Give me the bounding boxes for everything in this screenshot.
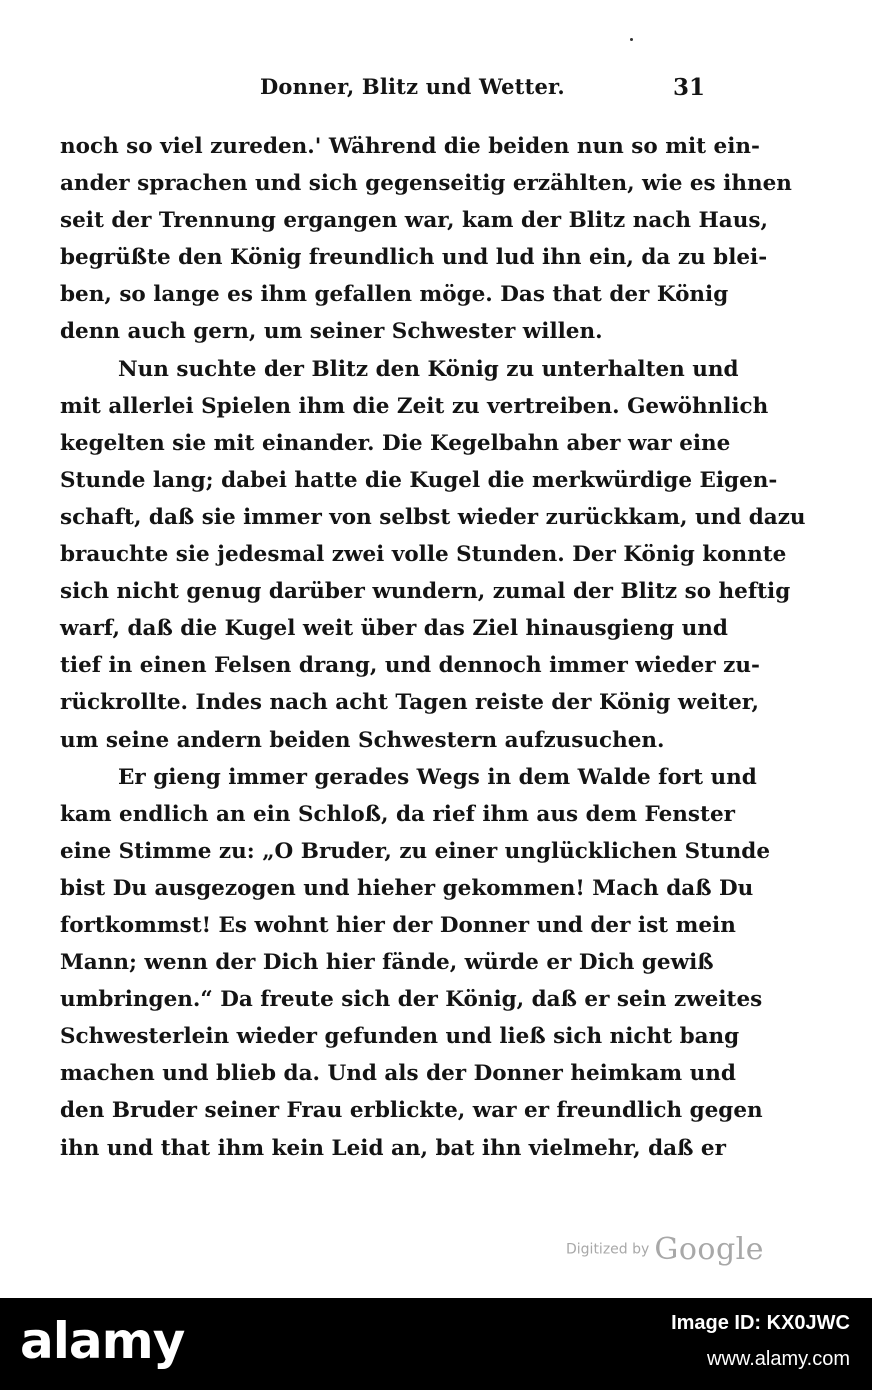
text-line: ander sprachen und sich gegenseitig erzählten, wie es ihnen [60,171,792,197]
text-line: ihn und that ihm kein Leid an, bat ihn vielmehr, daß er [60,1135,726,1161]
text-line: bist Du ausgezogen und hieher gekommen! Mach daß Du [60,875,754,901]
text-line: sich nicht genug darüber wundern, zumal der Blitz so heftig [60,579,791,605]
text-line: Mann; wenn der Dich hier fände, würde er Dich gewiß [60,950,714,976]
text-line: machen und blieb da. Und als der Donner heimkam und [60,1061,736,1087]
text-line: Stunde lang; dabei hatte die Kugel die merkwürdige Eigen- [60,467,778,493]
text-line: fortkommst! Es wohnt hier der Donner und der ist mein [60,912,736,938]
text-line: seit der Trennung ergangen war, kam der Blitz nach Haus, [60,208,768,234]
text-line: eine Stimme zu: „O Bruder, zu einer unglücklichen Stunde [60,838,771,864]
text-line: um seine andern beiden Schwestern aufzusuchen. [60,727,665,753]
text-line: Schwesterlein wieder gefunden und ließ sich nicht bang [60,1024,740,1050]
text-line: mit allerlei Spielen ihm die Zeit zu vertreiben. Gewöhnlich [60,393,769,419]
watermark-brand: Google [654,1232,765,1267]
text-line: Er gieng immer gerades Wegs in dem Walde fort und [118,764,757,790]
text-line: Nun suchte der Blitz den König zu unterhalten und [118,356,739,382]
ink-speck [630,38,633,41]
text-line: ben, so lange es ihm gefallen möge. Das that der König [60,282,729,308]
text-line: begrüßte den König freundlich und lud ihn ein, da zu blei- [60,245,768,271]
text-line: tief in einen Felsen drang, und dennoch immer wieder zu- [60,653,760,679]
stock-footer-bar [0,1298,872,1390]
watermark-prefix: Digitized by [566,1241,650,1258]
text-line: denn auch gern, um seiner Schwester willen. [60,319,603,345]
running-title: Donner, Blitz und Wetter. [260,74,565,99]
page-number: 31 [673,74,706,101]
text-line: schaft, daß sie immer von selbst wieder zurückkam, und dazu [60,504,806,530]
digitized-watermark [566,1232,764,1267]
body-text [60,128,806,1167]
text-line: warf, daß die Kugel weit über das Ziel hinausgieng und [60,616,728,642]
text-line: den Bruder seiner Frau erblickte, war er freundlich gegen [60,1098,763,1124]
stock-logo: alamy [20,1312,185,1370]
page-header [0,74,872,110]
text-line: noch so viel zureden.' Während die beiden nun so mit ein- [60,134,760,159]
text-line: rückrollte. Indes nach acht Tagen reiste der König weiter, [60,690,760,716]
text-line: brauchte sie jedesmal zwei volle Stunden. Der König konnte [60,542,787,568]
text-line: kegelten sie mit einander. Die Kegelbahn aber war eine [60,430,731,456]
stock-image-id: Image ID: KX0JWC [671,1312,850,1334]
stock-url: www.alamy.com [707,1348,850,1370]
text-line: kam endlich an ein Schloß, da rief ihm aus dem Fenster [60,801,735,827]
text-line: umbringen.“ Da freute sich der König, daß er sein zweites [60,987,763,1013]
